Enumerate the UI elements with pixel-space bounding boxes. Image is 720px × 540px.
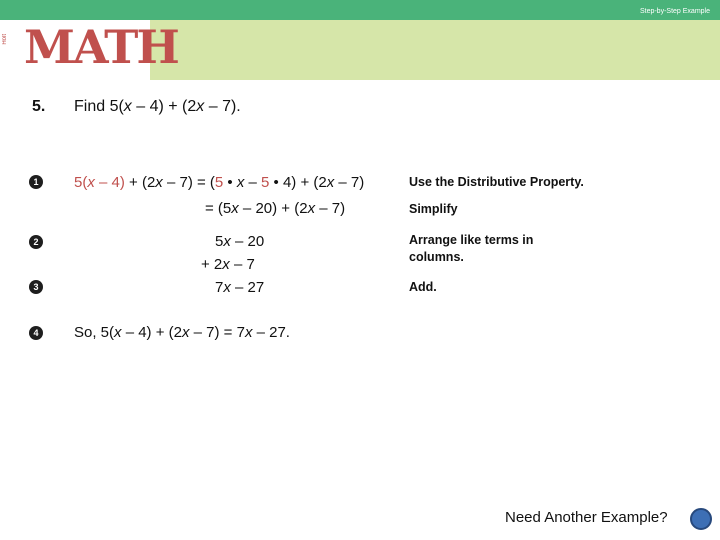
step-3-row: 7x – 27 — [215, 279, 265, 296]
step-2-row-1: 5x – 20 — [215, 233, 265, 250]
next-example-button[interactable] — [690, 508, 712, 530]
step-4-badge: 4 — [29, 326, 43, 340]
header-bar — [0, 0, 720, 20]
step-4-conclusion: So, 5(x – 4) + (2x – 7) = 7x – 27. — [74, 324, 290, 341]
header-band — [0, 0, 720, 80]
step-1-line-1: 5(x – 4) + (2x – 7) = (5 • x – 5 • 4) + (2x – 7) — [74, 174, 365, 191]
step-1-note: Use the Distributive Property. — [409, 175, 584, 189]
step-3-note: Add. — [409, 280, 437, 294]
logo-side-text: Holt — [2, 34, 8, 45]
math-logo — [0, 20, 178, 80]
header-tag: Step-by-Step Example — [639, 8, 710, 15]
step-2-note: Arrange like terms in columns. — [409, 233, 534, 264]
step-1-line-2: = (5x – 20) + (2x – 7) — [205, 200, 346, 217]
step-3-badge: 3 — [29, 280, 43, 294]
logo-word: MATH — [24, 20, 178, 74]
step-2-row-2: + 2x – 7 — [201, 256, 255, 273]
problem-number: 5. — [32, 98, 46, 115]
step-2-badge: 2 — [29, 235, 43, 249]
step-1b-note: Simplify — [409, 202, 458, 216]
need-another-example-text: Need Another Example? — [505, 509, 668, 526]
problem-prompt: Find 5(x – 4) + (2x – 7). — [74, 98, 241, 115]
step-1-badge: 1 — [29, 175, 43, 189]
